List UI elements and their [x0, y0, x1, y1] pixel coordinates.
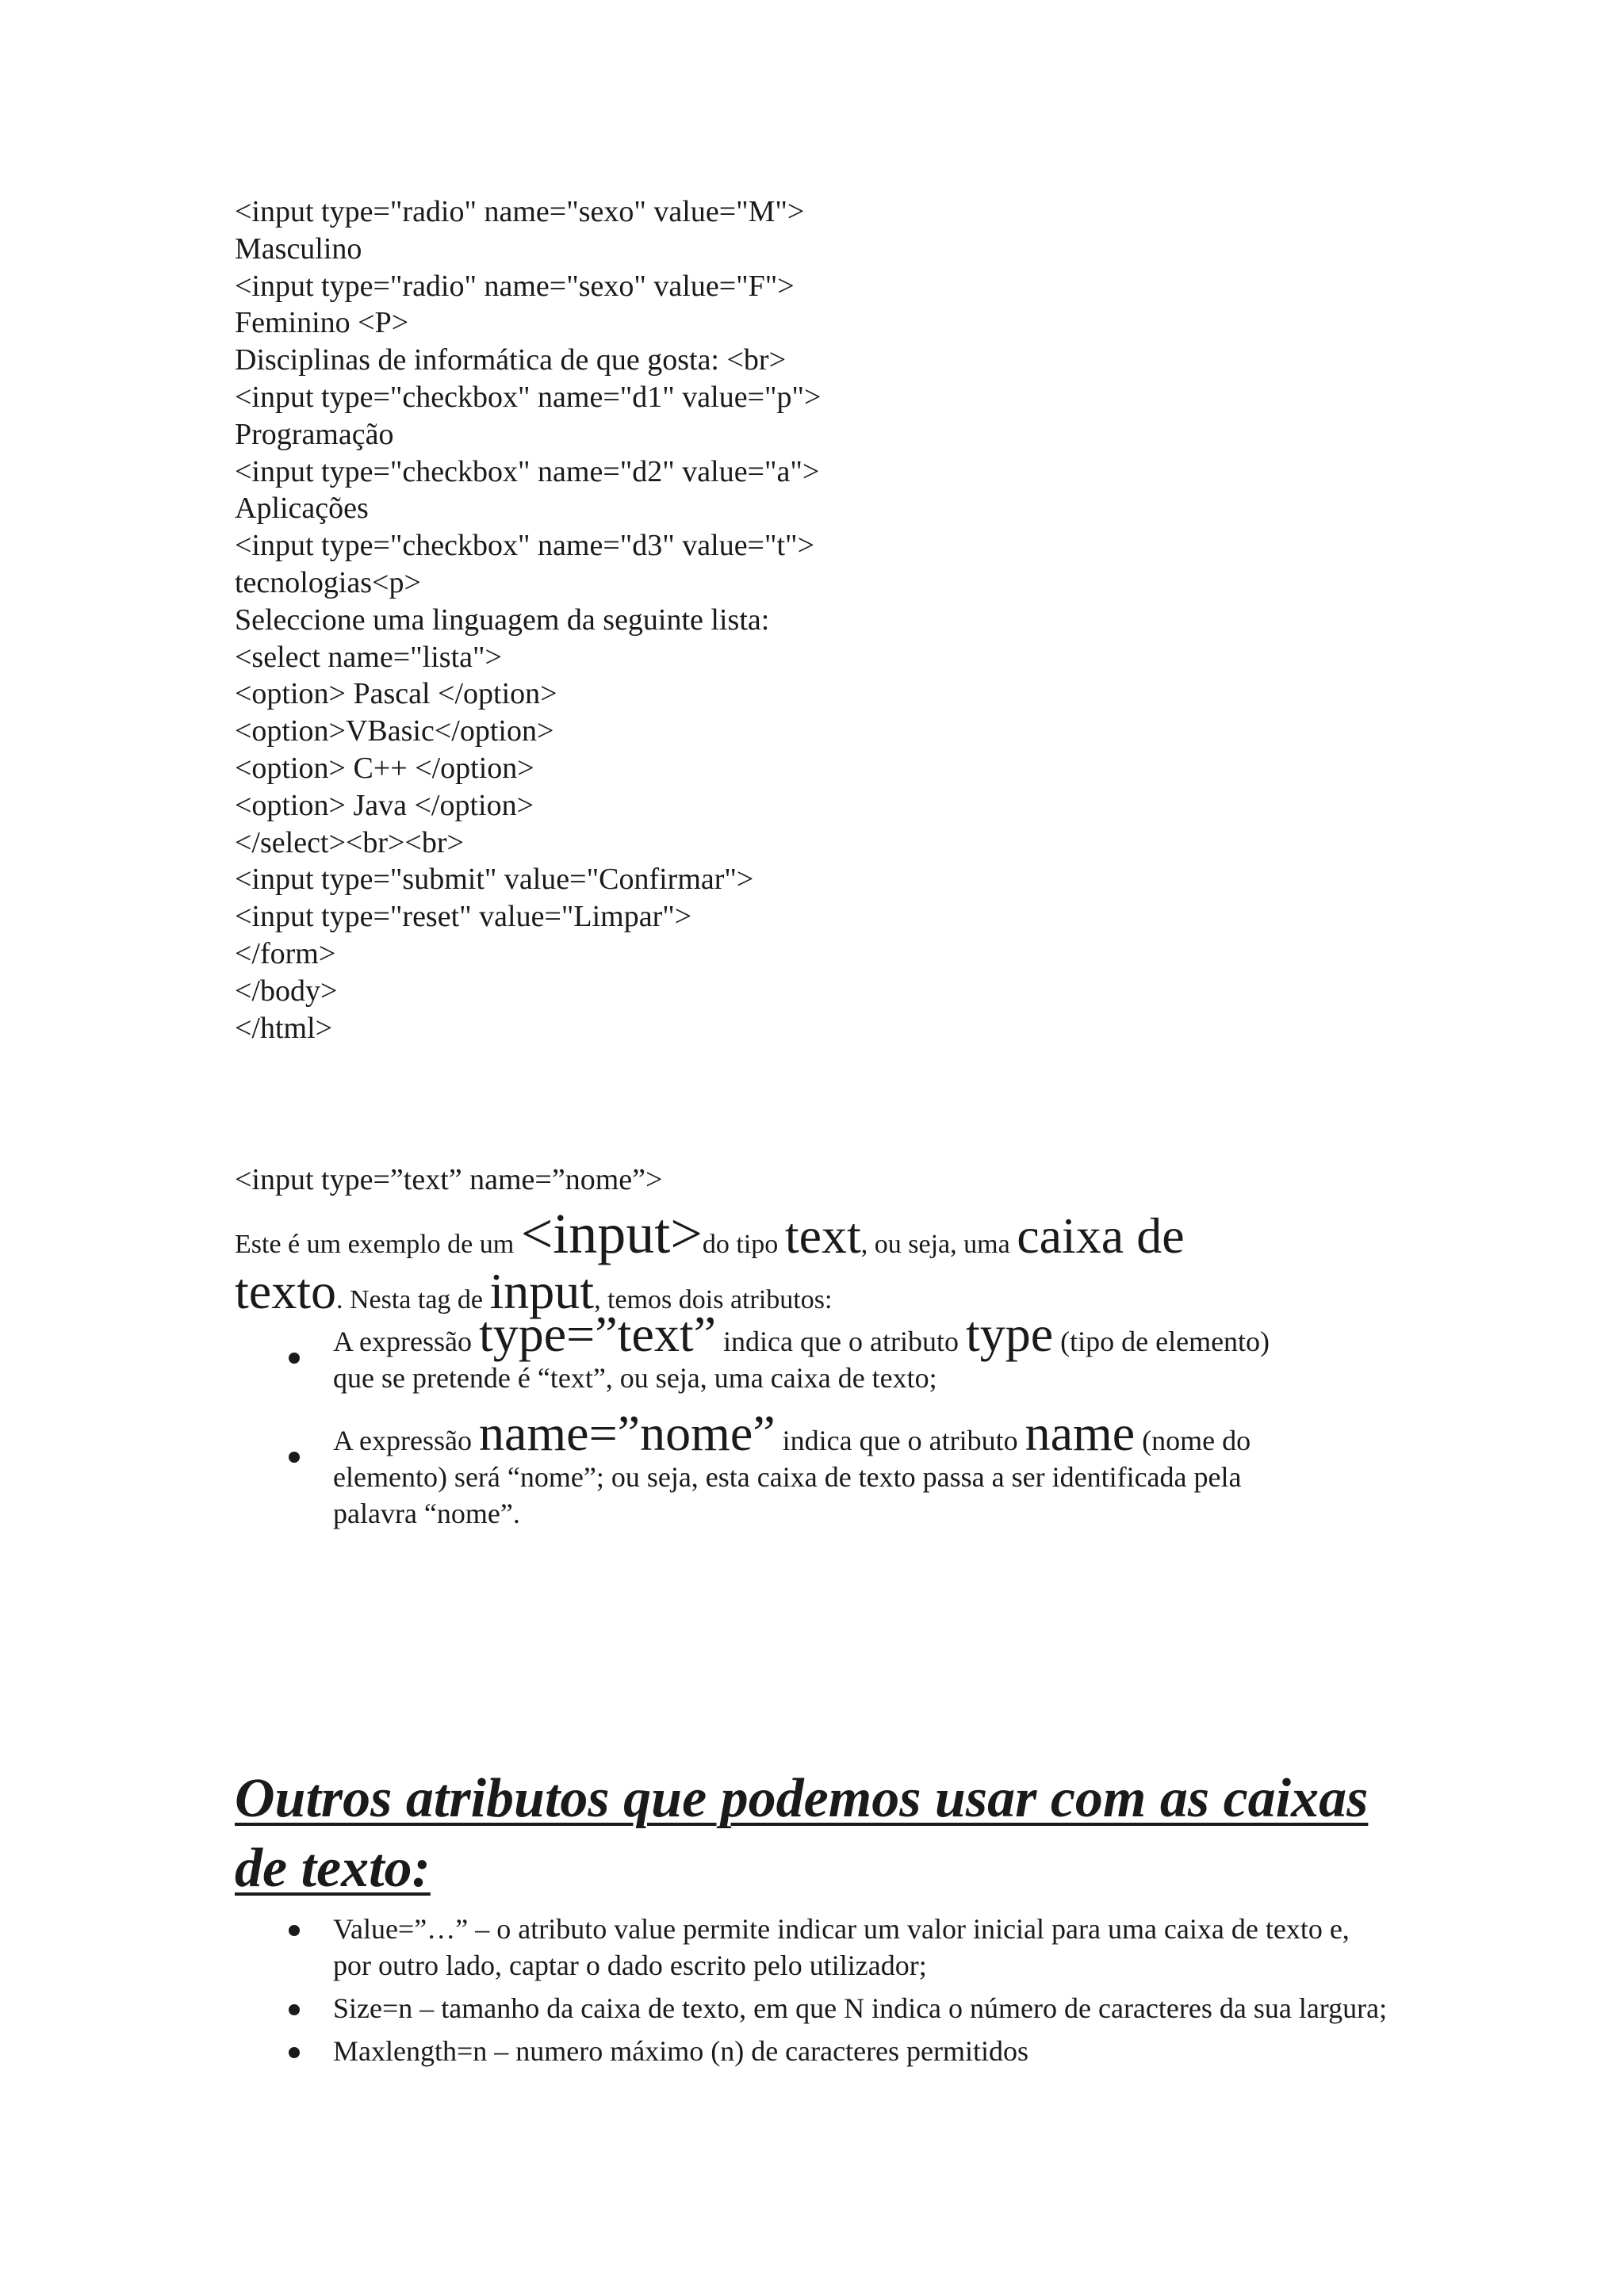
code-line: </form> [235, 936, 336, 970]
list-item [235, 1990, 1392, 2026]
list-keyword: name=”nome” [478, 1405, 776, 1461]
code-line: <input type="checkbox" name="d3" value="t"> [235, 529, 814, 563]
code-line: Feminino <P> [235, 306, 409, 340]
list-text: (tipo de elemento) [1053, 1326, 1270, 1357]
code-line: </html> [235, 1011, 333, 1045]
list-item-text: Value=”…” – o atributo value permite indicar um valor inicial para uma caixa de texto e, por outro lado, captar o dado escrito pelo utilizador; [333, 1913, 1350, 1981]
code-line: <select name="lista"> [235, 640, 502, 674]
explanation-keyword: caixa de [1017, 1207, 1185, 1264]
code-line: <option> C++ </option> [235, 751, 534, 785]
code-line: <input type="radio" name="sexo" value="F"> [235, 269, 795, 303]
explanation-keyword: <input> [520, 1202, 703, 1265]
list-item-line: que se pretende é “text”, ou seja, uma caixa de texto; [333, 1362, 937, 1394]
explanation-keyword: texto [235, 1263, 336, 1319]
code-line: <option> Pascal </option> [235, 677, 557, 711]
list-item-line [333, 1405, 1491, 1461]
section-heading: Outros atributos que podemos usar com as caixas de texto: [235, 1768, 1369, 1899]
code-line: </select><br><br> [235, 825, 464, 859]
list-item [235, 1405, 1491, 1532]
code-line: Aplicações [235, 492, 369, 526]
code-line: <input type="radio" name="sexo" value="M"> [235, 195, 805, 228]
explanation-text: , temos dois atributos: [594, 1285, 833, 1314]
explanation-keyword: input [489, 1263, 595, 1319]
explanation-line-1 [235, 1201, 1185, 1267]
code-line: <option>VBasic</option> [235, 714, 554, 748]
explanation-text: . Nesta tag de [335, 1285, 490, 1314]
code-line: <input type="checkbox" name="d1" value="p"> [235, 380, 822, 414]
list-item [235, 2033, 1392, 2069]
code-line: </body> [235, 974, 338, 1008]
code-line: <input type="checkbox" name="d2" value="a"> [235, 454, 820, 488]
bullet-icon [289, 2004, 300, 2015]
code-line: Disciplinas de informática de que gosta: <br> [235, 343, 787, 377]
list-text: (nome do [1135, 1425, 1251, 1456]
example-input-code: <input type=”text” name=”nome”> [235, 1163, 663, 1196]
bullet-icon [289, 2047, 300, 2058]
text-box-attributes-list [235, 1911, 1392, 2076]
explanation-keyword: text [784, 1207, 861, 1264]
explanation-text: Este é um exemplo de um [235, 1230, 521, 1259]
list-keyword: name [1025, 1405, 1136, 1461]
explanation-text: do tipo [702, 1230, 785, 1259]
explanation-text: , ou seja, uma [860, 1230, 1017, 1259]
html-code-listing [235, 193, 1424, 1047]
list-text: indica que o atributo [775, 1425, 1025, 1456]
code-line: <option> Java </option> [235, 788, 534, 822]
bullet-icon [289, 1925, 300, 1936]
bullet-icon [289, 1353, 300, 1364]
code-line: Programação [235, 417, 394, 451]
code-line: Masculino [235, 232, 362, 266]
list-text: A expressão [333, 1326, 479, 1357]
code-line: tecnologias<p> [235, 565, 421, 599]
list-item [235, 1306, 1491, 1396]
list-item-text: Size=n – tamanho da caixa de texto, em que N indica o número de caracteres da sua largura; [333, 1992, 1388, 2024]
bullet-icon [289, 1452, 300, 1463]
code-line: <input type="reset" value="Limpar"> [235, 900, 692, 934]
code-line: Seleccione uma linguagem da seguinte lista: [235, 603, 770, 637]
list-item-line: elemento) será “nome”; ou seja, esta caixa de texto passa a ser identificada pela [333, 1461, 1242, 1493]
list-item-line: palavra “nome”. [333, 1498, 520, 1529]
list-item-text: Maxlength=n – numero máximo (n) de caracteres permitidos [333, 2035, 1029, 2067]
list-item [235, 1911, 1392, 1984]
list-keyword: type [965, 1306, 1054, 1362]
code-line: <input type="submit" value="Confirmar"> [235, 863, 754, 897]
list-text: indica que o atributo [716, 1326, 966, 1357]
list-item-line [333, 1306, 1491, 1362]
list-text: A expressão [333, 1425, 479, 1456]
list-keyword: type=”text” [478, 1306, 717, 1362]
